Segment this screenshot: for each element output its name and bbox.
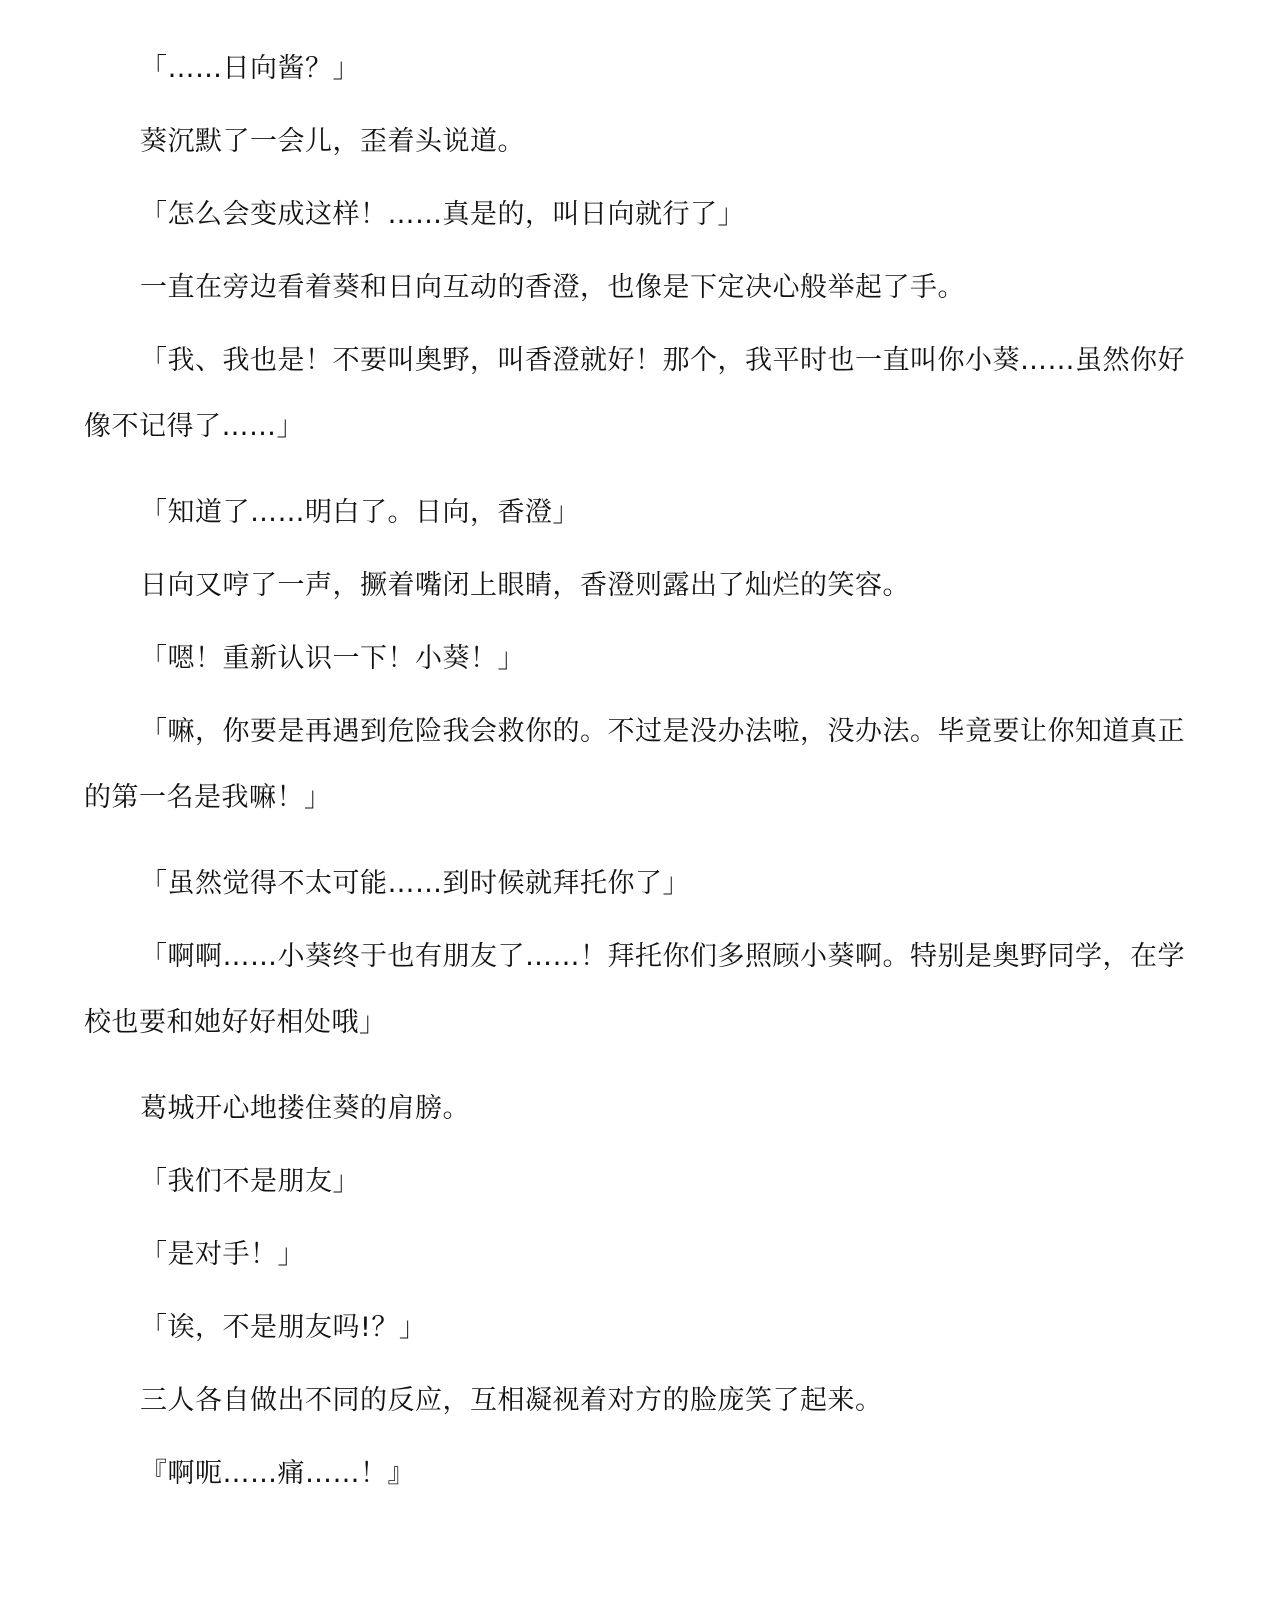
paragraph-3: 「怎么会变成这样！……真是的，叫日向就行了」 — [140, 199, 745, 230]
paragraph-6: 「知道了……明白了。日向，香澄」 — [140, 497, 580, 528]
paragraph-11: 「啊啊……小葵终于也有朋友了……！拜托你们多照顾小葵啊。特别是奥野同学，在学校也要和她好好相处哦」 — [84, 941, 1185, 1038]
paragraph-7: 日向又哼了一声，撅着嘴闭上眼睛，香澄则露出了灿烂的笑容。 — [140, 570, 910, 601]
paragraph-17: 『啊呃……痛……！』 — [140, 1458, 415, 1489]
paragraph-2: 葵沉默了一会儿，歪着头说道。 — [140, 126, 525, 157]
paragraph-15: 「诶，不是朋友吗!？」 — [140, 1312, 427, 1343]
paragraph-10: 「虽然觉得不太可能……到时候就拜托你了」 — [140, 868, 690, 899]
paragraph-12: 葛城开心地搂住葵的肩膀。 — [140, 1093, 470, 1124]
paragraph-13: 「我们不是朋友」 — [140, 1166, 360, 1197]
paragraph-8: 「嗯！重新认识一下！小葵！」 — [140, 643, 525, 674]
paragraph-14: 「是对手！」 — [140, 1239, 305, 1270]
paragraph-5: 「我、我也是！不要叫奥野，叫香澄就好！那个，我平时也一直叫你小葵……虽然你好像不记得了……」 — [84, 345, 1185, 442]
paragraph-4: 一直在旁边看着葵和日向互动的香澄，也像是下定决心般举起了手。 — [140, 272, 965, 303]
paragraph-16: 三人各自做出不同的反应，互相凝视着对方的脸庞笑了起来。 — [140, 1385, 883, 1416]
novel-text-body — [84, 50, 1196, 1528]
paragraph-1: 「……日向酱？」 — [140, 53, 360, 84]
paragraph-9: 「嘛，你要是再遇到危险我会救你的。不过是没办法啦，没办法。毕竟要让你知道真正的第一名是我嘛！」 — [84, 716, 1185, 813]
